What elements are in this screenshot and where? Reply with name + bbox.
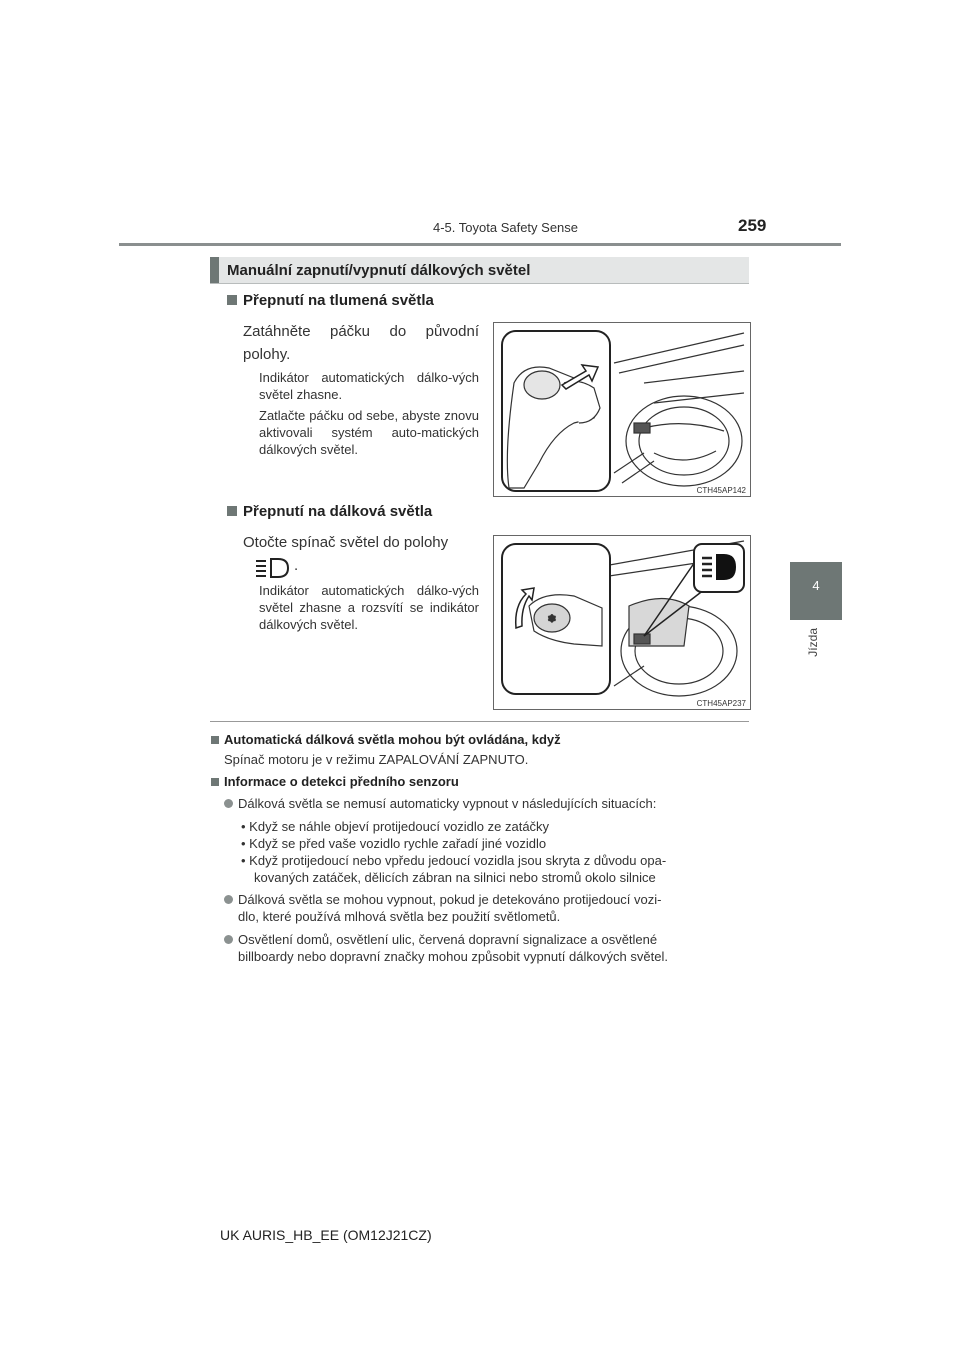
high-beam-icon [254, 557, 314, 579]
context-item-1-heading [211, 732, 561, 747]
low-beam-step: Zatáhněte páčku do původní polohy. [243, 323, 479, 363]
low-beam-figure-label: CTH45AP142 [696, 486, 746, 495]
high-beam-step-text: Otočte spínač světel do polohy [243, 534, 449, 551]
lever-pull-illustration [494, 323, 750, 496]
context-sub-2-text: Když se před vaše vozidlo rychle zařadí jiné vozidlo [249, 836, 547, 851]
context-bullet-2-cont: dlo, které používá mlhová světla bez použití světlometů. [238, 909, 561, 924]
context-item-2-heading [211, 774, 459, 789]
low-beam-figure [493, 322, 751, 497]
section-accent [210, 257, 219, 284]
square-bullet-icon [227, 295, 237, 305]
high-beam-figure-label: CTH45AP237 [696, 699, 746, 708]
context-sub-3-cont: kovaných zatáček, dělicích zábran na silnici nebo stromů okolo silnice [254, 870, 656, 885]
low-beam-heading [227, 292, 434, 309]
context-sub-2: • Když se před vaše vozidlo rychle zařadí jiné vozidlo [241, 836, 547, 851]
context-bullet-1-text: Dálková světla se nemusí automaticky vypnout v následujících situacích: [238, 796, 657, 811]
context-sub-3-text: Když protijedoucí nebo vpředu jedoucí vozidla jsou skryta z důvodu opa- [249, 853, 667, 868]
dot-bullet-icon [224, 895, 233, 904]
high-beam-figure [493, 535, 751, 710]
context-sub-3: • Když protijedoucí nebo vpředu jedoucí vozidla jsou skryta z důvodu opa- [241, 853, 667, 868]
low-beam-note-1: Indikátor automatických dálko-vých světel zhasne. [259, 370, 479, 402]
context-item-1-text: Spínač motoru je v režimu ZAPALOVÁNÍ ZAPNUTO. [224, 752, 529, 767]
context-item-2-heading-text: Informace o detekci předního senzoru [224, 774, 459, 789]
high-beam-step-end: . [294, 557, 299, 574]
document-footer: UK AURIS_HB_EE (OM12J21CZ) [220, 1227, 432, 1243]
context-bullet-3-text: Osvětlení domů, osvětlení ulic, červená dopravní signalizace a osvětlené [238, 932, 658, 947]
context-sub-1: • Když se náhle objeví protijedoucí vozidlo ze zatáčky [241, 819, 550, 834]
chapter-tab-label: Jízda [806, 628, 820, 657]
high-beam-heading-text: Přepnutí na dálková světla [243, 503, 433, 520]
high-beam-heading [227, 503, 432, 520]
high-beam-note-1: Indikátor automatických dálko-vých světel zhasne a rozsvítí se indikátor dálkových světel. [259, 583, 479, 632]
section-underline [210, 283, 749, 284]
dot-bullet-icon [224, 935, 233, 944]
square-bullet-icon [211, 736, 219, 744]
context-bullet-2 [224, 891, 661, 908]
chapter-tab [790, 562, 842, 620]
context-sub-1-text: Když se náhle objeví protijedoucí vozidlo ze zatáčky [249, 819, 550, 834]
square-bullet-icon [227, 506, 237, 516]
context-item-1-heading-text: Automatická dálková světla mohou být ovládána, když [224, 732, 561, 747]
square-bullet-icon [211, 778, 219, 786]
switch-rotate-illustration [494, 536, 750, 709]
dot-bullet-icon [224, 799, 233, 808]
context-bullet-3 [224, 931, 657, 948]
high-beam-step [243, 531, 479, 554]
context-divider [210, 721, 749, 722]
context-bullet-3-cont: billboardy nebo dopravní značky mohou způsobit vypnutí dálkových světel. [238, 949, 668, 964]
low-beam-heading-text: Přepnutí na tlumená světla [243, 292, 434, 309]
svg-text:❄: ❄ [547, 614, 557, 625]
context-bullet-2-text: Dálková světla se mohou vypnout, pokud je detekováno protijedoucí vozi- [238, 892, 662, 907]
chapter-tab-number: 4 [812, 578, 820, 593]
page-number: 259 [738, 216, 767, 235]
section-title: Manuální zapnutí/vypnutí dálkových světel [227, 262, 531, 279]
low-beam-note-2: Zatlačte páčku od sebe, abyste znovu aktivovali systém auto-matických dálkových světel. [259, 408, 479, 457]
header-rule [119, 243, 841, 246]
context-bullet-1 [224, 795, 656, 812]
section-heading [210, 257, 749, 284]
chapter-title: 4-5. Toyota Safety Sense [433, 220, 579, 235]
